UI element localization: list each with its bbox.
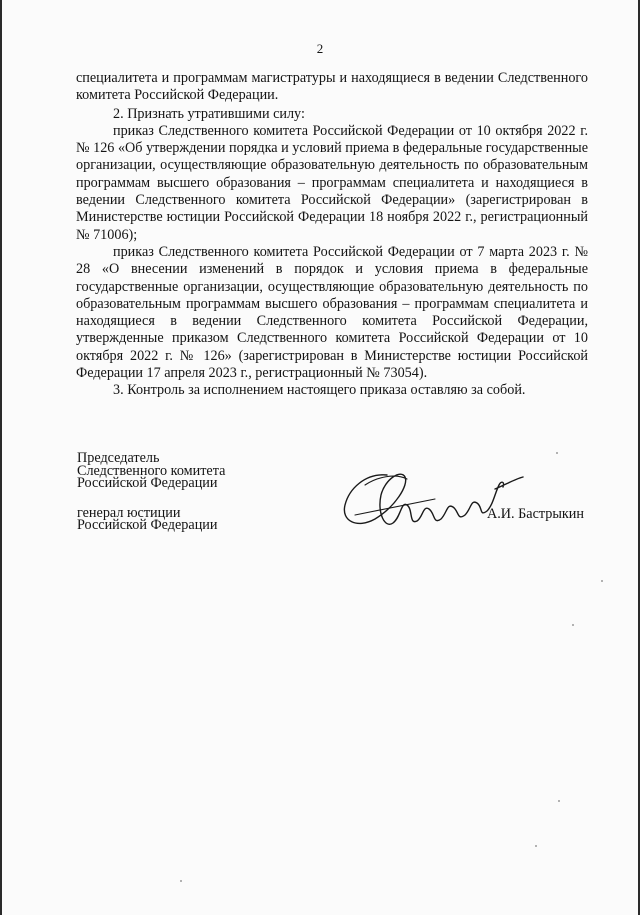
scan-speck [572, 624, 574, 626]
scan-speck [558, 800, 560, 802]
paragraph-repealed-order-2: приказ Следственного комитета Российской Федерации от 7 марта 2023 г. № 28 «О внесении изменений в порядок и условия приема в федеральные государственные организации, осуществляющие образовательную деятельность по образовательным программам высшего образования – программам специалитета и находящиеся в ведении Следственного комитета Российской Федерации, утвержденные приказом Следственного комитета Российской Федерации от 10 октября 2022 г. № 126» (зарегистрирован в Министерстве юстиции Российской Федерации 17 апреля 2023 г., регистрационный № 73054). [76, 243, 588, 382]
scan-edge-left [0, 0, 2, 915]
scan-speck [535, 845, 537, 847]
signatory-rank-line-2: Российской Федерации [77, 517, 218, 533]
signatory-title-line-2: Следственного комитета [77, 462, 226, 479]
signer-name: А.И. Бастрыкин [487, 506, 584, 522]
document-body [76, 70, 588, 400]
signatory-title-line-1: Председатель [77, 450, 160, 466]
signatory-title-line-3: Российской Федерации [77, 475, 218, 491]
paragraph-repealed-order-1: приказ Следственного комитета Российской Федерации от 10 октября 2022 г. № 126 «Об утверждении порядка и условий приема в федеральные государственные организации, осуществляющие образовательную деятельность по образовательным программам высшего образования – программам специалитета и находящиеся в ведении Следственного комитета Российской Федерации» (зарегистрирован в Министерстве юстиции Российской Федерации 18 ноября 2022 г., регистрационный № 71006); [76, 122, 588, 243]
paragraph-repeal-heading: 2. Признать утратившими силу: [113, 105, 305, 122]
scan-speck [180, 880, 182, 882]
paragraph-continuation: специалитета и программам магистратуры и находящиеся в ведении Следственного комитета Российской Федерации. [76, 70, 588, 104]
scan-speck [601, 580, 603, 582]
handwritten-signature [335, 455, 525, 535]
signatory-block [77, 452, 225, 532]
paragraph-control: 3. Контроль за исполнением настоящего приказа оставляю за собой. [113, 382, 526, 399]
signatory-rank-line-1: генерал юстиции [77, 504, 181, 521]
page-number: 2 [316, 41, 324, 56]
scan-speck [556, 452, 558, 454]
